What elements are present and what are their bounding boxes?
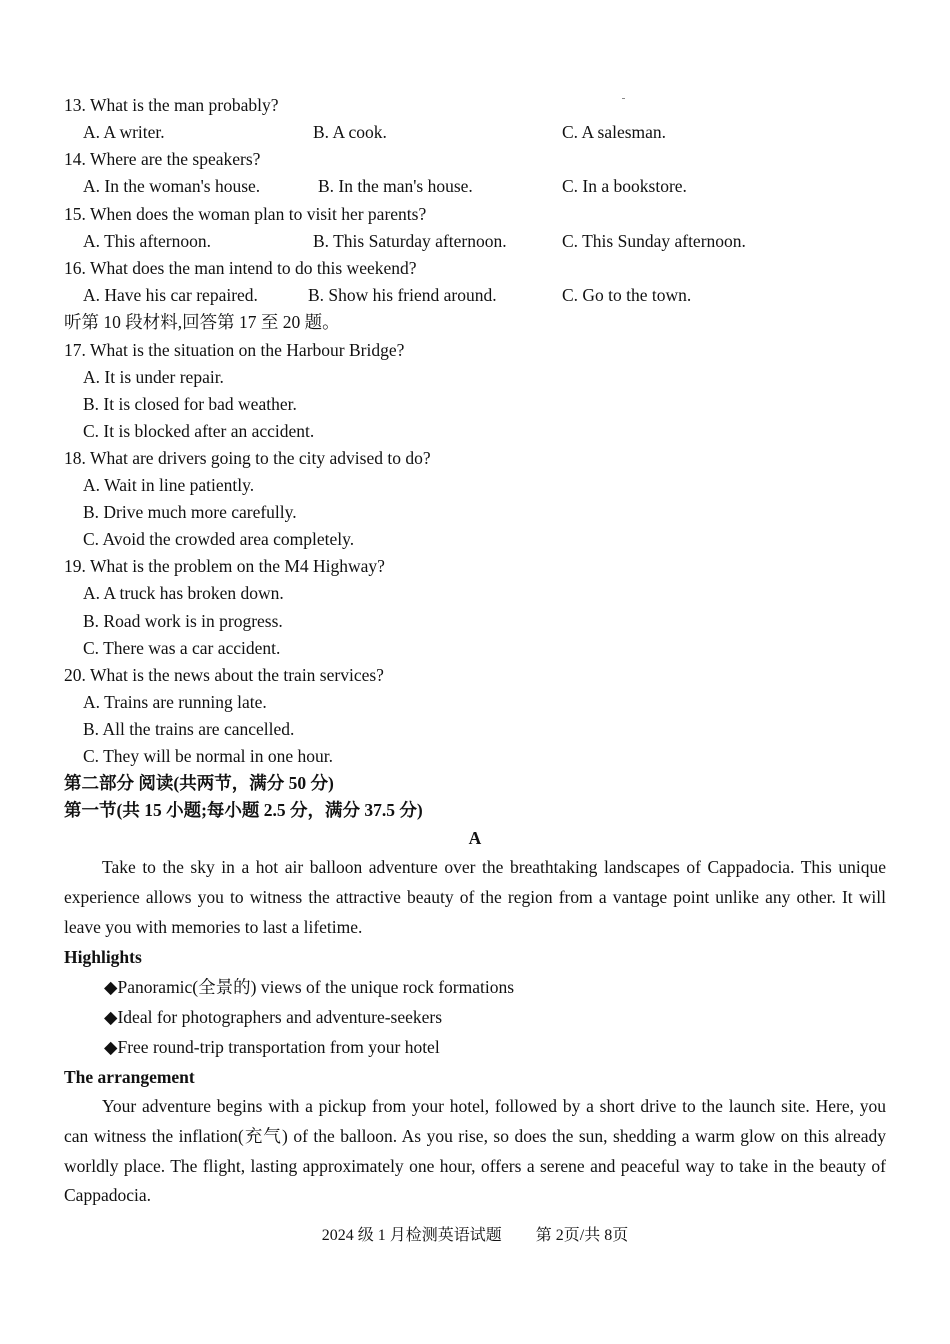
exam-title: 2024 级 1 月检测英语试题	[321, 1227, 502, 1244]
q19-option-b: B. Road work is in progress.	[83, 611, 283, 631]
question-16: 16. What does the man intend to do this weekend?	[64, 258, 417, 278]
q19-option-c: C. There was a car accident.	[83, 638, 281, 658]
q20-option-b: B. All the trains are cancelled.	[83, 719, 295, 739]
bullet-diamond-icon: ◆	[104, 977, 118, 997]
question-15: 15. When does the woman plan to visit her parents?	[64, 204, 427, 224]
q14-option-a: A. In the woman's house.	[83, 176, 261, 196]
q18-option-b: B. Drive much more carefully.	[83, 502, 297, 522]
bullet-diamond-icon: ◆	[104, 1007, 118, 1027]
highlight-item: ◆Panoramic(全景的) views of the unique rock formations	[104, 977, 515, 997]
q17-option-a: A. It is under repair.	[83, 367, 224, 387]
q16-option-c: C. Go to the town.	[562, 285, 692, 305]
q20-option-c: C. They will be normal in one hour.	[83, 746, 333, 766]
q16-option-a: A. Have his car repaired.	[83, 285, 258, 305]
highlight-item: ◆Ideal for photographers and adventure-seekers	[104, 1007, 443, 1027]
arrangement-heading: The arrangement	[64, 1067, 195, 1087]
page-footer	[0, 1226, 950, 1246]
q15-option-b: B. This Saturday afternoon.	[313, 231, 507, 251]
q16-option-b: B. Show his friend around.	[308, 285, 497, 305]
intro-paragraph: Take to the sky in a hot air balloon adventure over the breathtaking landscapes of Cappadocia. This unique experience allows you to witness the attractive beauty of the region from a vantage point unlike any other. It will leave you with memories to last a lifetime.	[64, 857, 886, 937]
question-18: 18. What are drivers going to the city advised to do?	[64, 448, 431, 468]
bullet-diamond-icon: ◆	[104, 1037, 118, 1057]
q15-option-a: A. This afternoon.	[83, 231, 211, 251]
arrangement-paragraph: Your adventure begins with a pickup from your hotel, followed by a short drive to the launch site. Here, you can witness the inflation(充气) of the balloon. As you rise, so does the sun, shedding a warm glow on this already worldly place. The flight, lasting approximately one hour, offers a serene and peaceful way to take in the beauty of Cappadocia.	[64, 1096, 886, 1206]
q14-option-b: B. In the man's house.	[318, 176, 473, 196]
q15-option-c: C. This Sunday afternoon.	[562, 231, 746, 251]
highlight-item: ◆Free round-trip transportation from your hotel	[104, 1037, 440, 1057]
question-20: 20. What is the news about the train services?	[64, 665, 384, 685]
q17-option-b: B. It is closed for bad weather.	[83, 394, 297, 414]
highlights-heading: Highlights	[64, 947, 142, 967]
passage-label: A	[468, 828, 482, 848]
part-2-heading: 第二部分 阅读(共两节，满分 50 分)	[64, 773, 334, 793]
q13-option-c: C. A salesman.	[562, 122, 667, 142]
q14-option-c: C. In a bookstore.	[562, 176, 687, 196]
section-1-heading: 第一节(共 15 小题;每小题 2.5 分，满分 37.5 分)	[64, 800, 423, 820]
q18-option-a: A. Wait in line patiently.	[83, 475, 255, 495]
q19-option-a: A. A truck has broken down.	[83, 583, 284, 603]
q17-option-c: C. It is blocked after an accident.	[83, 421, 315, 441]
question-17: 17. What is the situation on the Harbour Bridge?	[64, 340, 405, 360]
q18-option-c: C. Avoid the crowded area completely.	[83, 529, 355, 549]
question-19: 19. What is the problem on the M4 Highway?	[64, 556, 385, 576]
page-number: 第 2页/共 8页	[535, 1227, 629, 1244]
q13-option-a: A. A writer.	[83, 122, 165, 142]
section-10-instruction: 听第 10 段材料,回答第 17 至 20 题。	[64, 312, 340, 332]
q20-option-a: A. Trains are running late.	[83, 692, 267, 712]
question-14: 14. Where are the speakers?	[64, 149, 261, 169]
question-13: 13. What is the man probably?	[64, 95, 279, 115]
q13-option-b: B. A cook.	[313, 122, 387, 142]
scan-speck	[622, 98, 625, 99]
